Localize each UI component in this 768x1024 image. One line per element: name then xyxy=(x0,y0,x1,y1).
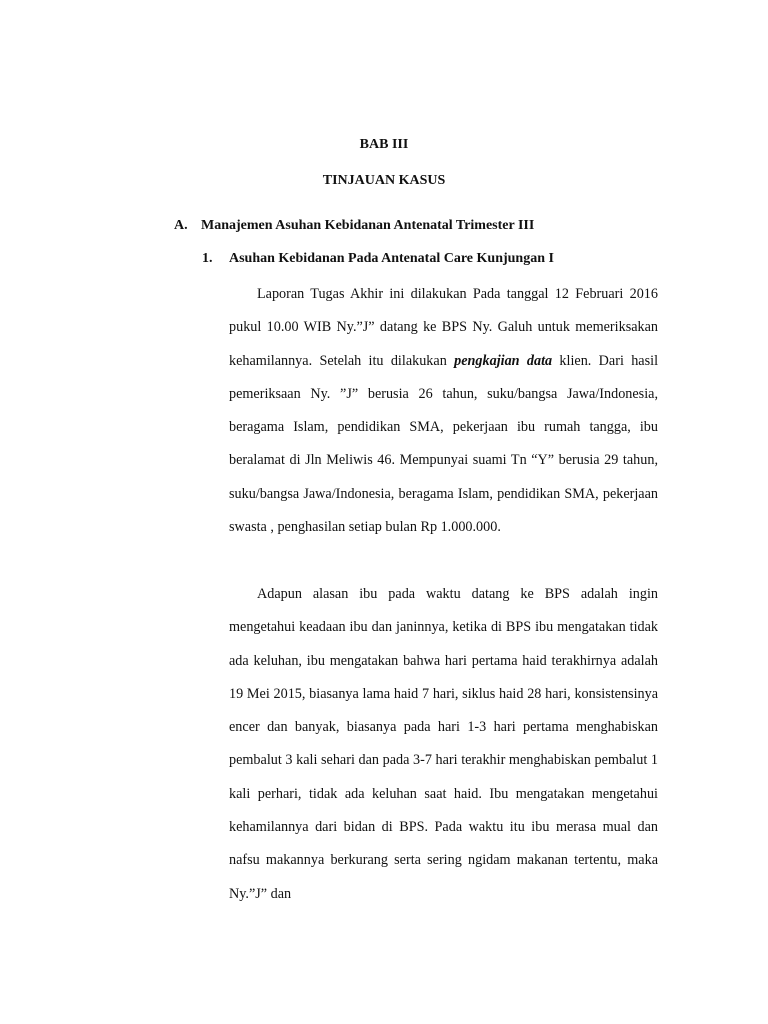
paragraph-1-emphasis: pengkajian data xyxy=(454,352,553,369)
section-heading-a xyxy=(174,218,534,234)
paragraph-1-text-after: klien. Dari hasil pemeriksaan Ny. ”J” berusia 26 tahun, suku/bangsa Jawa/Indonesia, beragama Islam, pendidikan SMA, pekerjaan ibu rumah tangga, ibu beralamat di Jln Meliwis 46. Mempunyai suami Tn “Y” berusia 29 tahun, suku/bangsa Jawa/Indonesia, beragama Islam, pendidikan SMA, pekerjaan swasta , penghasilan setiap bulan Rp 1.000.000. xyxy=(229,352,659,536)
subsection-title: Asuhan Kebidanan Pada Antenatal Care Kunjungan I xyxy=(229,251,554,266)
paragraph-1-text-before: Laporan Tugas Akhir ini dilakukan Pada tanggal 12 Februari 2016 pukul 10.00 WIB Ny.”J” datang ke BPS Ny. Galuh untuk memeriksakan kehamilannya. Setelah itu dilakukan xyxy=(229,286,658,369)
subsection-marker: 1. xyxy=(202,251,213,266)
chapter-title: TINJAUAN KASUS xyxy=(322,173,446,188)
section-marker: A. xyxy=(174,218,188,233)
section-title: Manajemen Asuhan Kebidanan Antenatal Trimester III xyxy=(201,218,535,233)
paragraph-1 xyxy=(229,278,658,544)
chapter-number: BAB III xyxy=(359,137,409,152)
paragraph-2: Adapun alasan ibu pada waktu datang ke BPS adalah ingin mengetahui keadaan ibu dan janinnya, ketika di BPS ibu mengatakan tidak ada keluhan, ibu mengatakan bahwa hari pertama haid terakhirnya adalah 19 Mei 2015, biasanya lama haid 7 hari, siklus haid 28 hari, konsistensinya encer dan banyak, biasanya pada hari 1-3 hari pertama menghabiskan pembalut 3 kali sehari dan pada 3-7 hari terakhir menghabiskan pembalut 1 kali perhari, tidak ada keluhan saat haid. Ibu mengatakan mengetahui kehamilannya dari bidan di BPS. Pada waktu itu ibu merasa mual dan nafsu makannya berkurang serta sering ngidam makanan tertentu, maka Ny.”J” dan xyxy=(229,586,658,902)
subsection-heading-1 xyxy=(202,251,554,267)
